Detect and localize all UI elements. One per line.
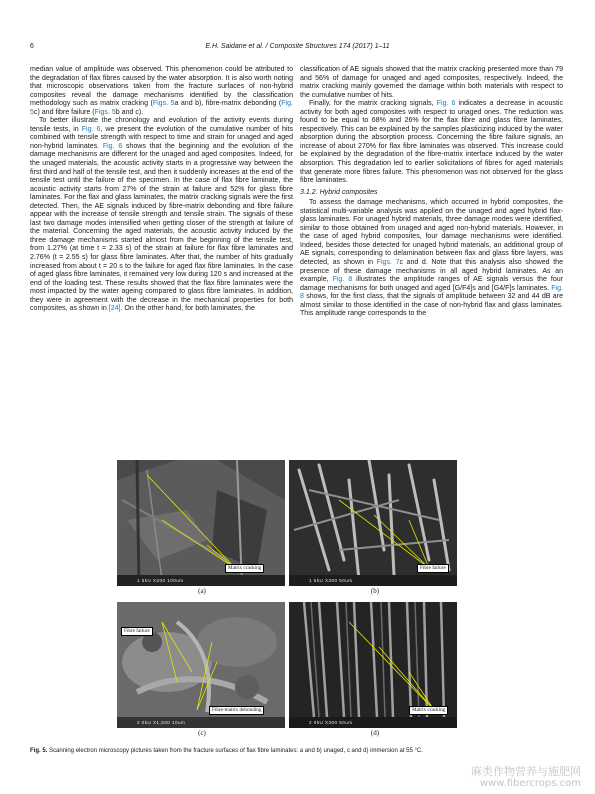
text: c) and fibre failure (	[33, 108, 95, 116]
sem-image-b	[289, 460, 457, 586]
scale-bar: 2 0kU X300 50um	[309, 720, 353, 725]
scale-bar: 1 5kU X300 50um	[309, 578, 353, 583]
scale-bar: 1 5kU X200 100um	[137, 578, 184, 583]
figure-link[interactable]: Fig. 6	[81, 125, 101, 133]
running-header	[30, 43, 565, 55]
paragraph	[30, 117, 293, 314]
callout-label: Fibre-matrix debonding	[209, 706, 264, 715]
text: indicates a decrease in acoustic activity for both aged composites with respect to unaged ones. The reduction was found to be equal to 68% and 26% for the flax fibre and glass fibre laminates, respectively. This can be explained by the samples plasticizing induced by the water absorption during the absorption process. Concerning the fibre failure signals, an increase of about 270% for flax fibre laminates was observed. This increase could be explained by the degradation of the fibre-matrix interface induced by the water absorption. This degradation led to earlier solicitations of fibres for aged materials that generate more fibres failure. This phenomenon was not observed for the glass fibre laminates.	[300, 100, 563, 185]
text: a and b), fibre-matrix debonding (	[174, 100, 282, 108]
text: , we present the evolution of the cumulative number of hits combined with tensile strength with respect to time and strain for unaged and aged non-hybrid laminates.	[30, 125, 293, 150]
paragraph	[30, 66, 293, 117]
text: c and d. Note that this analysis also showed the presence of these damage mechanisms in all aged hybrid laminates. As an example,	[300, 259, 563, 284]
callout-label: Matrix cracking	[409, 706, 448, 715]
sem-image-a	[117, 460, 285, 586]
text: Finally, for the matrix cracking signals,	[309, 100, 437, 108]
figure-link[interactable]: Fig. 6	[436, 100, 456, 108]
paragraph: classification of AE signals showed that the matrix cracking presented more than 79 and 56% of damage for unaged and aged composites, respectively. Indeed, the matrix cracking mainly governed the damage within both materials with respect to the cumulative number of hits.	[300, 66, 563, 99]
paragraph	[300, 100, 563, 185]
panel-label: (c)	[198, 729, 206, 737]
callout-label: Fibre failure	[417, 564, 449, 573]
section-subheading: 3.1.2. Hybrid composites	[300, 188, 378, 196]
paragraph	[300, 199, 563, 319]
figure-link[interactable]: Fig. 8	[300, 284, 563, 301]
figure-link[interactable]: Fig. 8	[332, 276, 353, 284]
text: To assess the damage mechanisms, which occurred in hybrid composites, the statistical multi-variable analysis was applied on the unaged and aged hybrid flax-glass laminates. For unaged hybrid materials, three damage modes were identified, similar to those obtained from unaged and aged non-hybrid materials. However, in the case of aged hybrid composites, four damage mechanisms were identified. Indeed, besides those detected for unaged hybrid materials, an additional group of AE signals, corresponding to delamination between flax and glass fibre layers, was detected, as shown in	[300, 199, 563, 267]
page-number: 6	[30, 43, 34, 50]
callout-label: Fibre failure	[121, 627, 153, 636]
panel-label: (a)	[198, 587, 206, 595]
panel-label: (d)	[370, 729, 380, 737]
scale-bar: 2 0kU X1,500 10um	[137, 720, 186, 725]
text: b and c).	[115, 108, 144, 116]
text: shows that the beginning and the evolution of the damage mechanisms are different for the unaged and aged composites. Indeed, for the unaged materials, the acoustic activity starts in a progressive way between the first third and half of the tensile test, and then it suddenly increases at the end of the tensile test until the failure of the specimen. In the case of flax fibre laminate, the acoustic activity starts from 27% of the strain at failure and 52% for glass fibre laminates. For the flax and glass laminates, the matrix cracking signals were the first detected. Then, the AE signals induced by fibre-matrix debonding and fibre failure appear with the increase of tensile strength and tensile strain. The signals of these last two damage modes intensified when getting closer of the strength at failure of the material. Concerning the aged materials, the acoustic activity induced by the three damage mechanisms started almost from the beginning of the tensile test, from 1.27% (at time t = 2.33 s) of the strain at failure for flax fibre laminates and 2.76% (t = 2.55 s) for glass fibre laminates. After that, the number of hits gradually increased from about t = 20 s to the failure for aged flax fibre laminates. In the case of aged glass fibre laminates, it remained very low during 120 s and increased at the end of the loading test. These results showed that the flax fibre laminates were the most impacted by the water ageing compared to glass fibre laminates. In addition, they were in agreement with the decrease in the mechanical properties for both composites, as shown in	[30, 142, 293, 313]
watermark-title: 麻类作物营养与施肥网	[471, 765, 581, 778]
figure-link[interactable]: Fig. 6	[102, 142, 123, 150]
text: . On the other hand, for both laminates, the	[120, 305, 255, 313]
text: shows, for the first class, that the signals of amplitude between 32 and 44 dB are almost similar to those identified in the case of non-hybrid flax and glass laminates. This amplitude range corresponds to the	[300, 293, 563, 318]
left-column	[30, 66, 293, 314]
figure-link[interactable]: Figs. 5	[152, 100, 175, 108]
sem-image-d	[289, 602, 457, 728]
watermark	[441, 765, 581, 790]
watermark-url: www.fibercrops.com	[479, 778, 581, 789]
caption-label: Fig. 5.	[30, 748, 48, 754]
caption-text: Scanning electron microscopy pictures taken from the fracture surfaces of flax fibre laminates: a and b) unaged, c and d) immersion at 55 °C.	[47, 748, 423, 754]
text: median value of amplitude was observed. This phenomenon could be attributed to the degradation of flax fibres caused by the water absorption. It is also worth noting that microscopic observations taken from the fracture surfaces of non-hybrid composites reveal the damage mechanisms identified by the classification methodology such as matrix cracking (	[30, 66, 293, 108]
callout-label: Matrix cracking	[225, 564, 264, 573]
figure-link[interactable]: Fig. 5	[30, 100, 293, 116]
text: illustrates the amplitude ranges of AE signals versus the four damage mechanisms for both unaged and aged [G/F4]s and [G4/F]s laminates.	[300, 276, 564, 292]
panel-label: (b)	[370, 587, 380, 595]
sem-image-c	[117, 602, 285, 728]
right-column	[300, 66, 563, 319]
text: To better illustrate the chronology and evolution of the activity events during tensile tests, in	[30, 117, 293, 133]
figure-5	[117, 460, 477, 740]
figure-caption	[30, 748, 565, 754]
reference-link[interactable]: [24]	[108, 305, 121, 313]
figure-link[interactable]: Figs. 5	[94, 108, 116, 116]
journal-citation: E.H. Saidane et al. / Composite Structures 174 (2017) 1–11	[205, 43, 390, 50]
figure-link[interactable]: Figs. 7	[376, 259, 400, 267]
